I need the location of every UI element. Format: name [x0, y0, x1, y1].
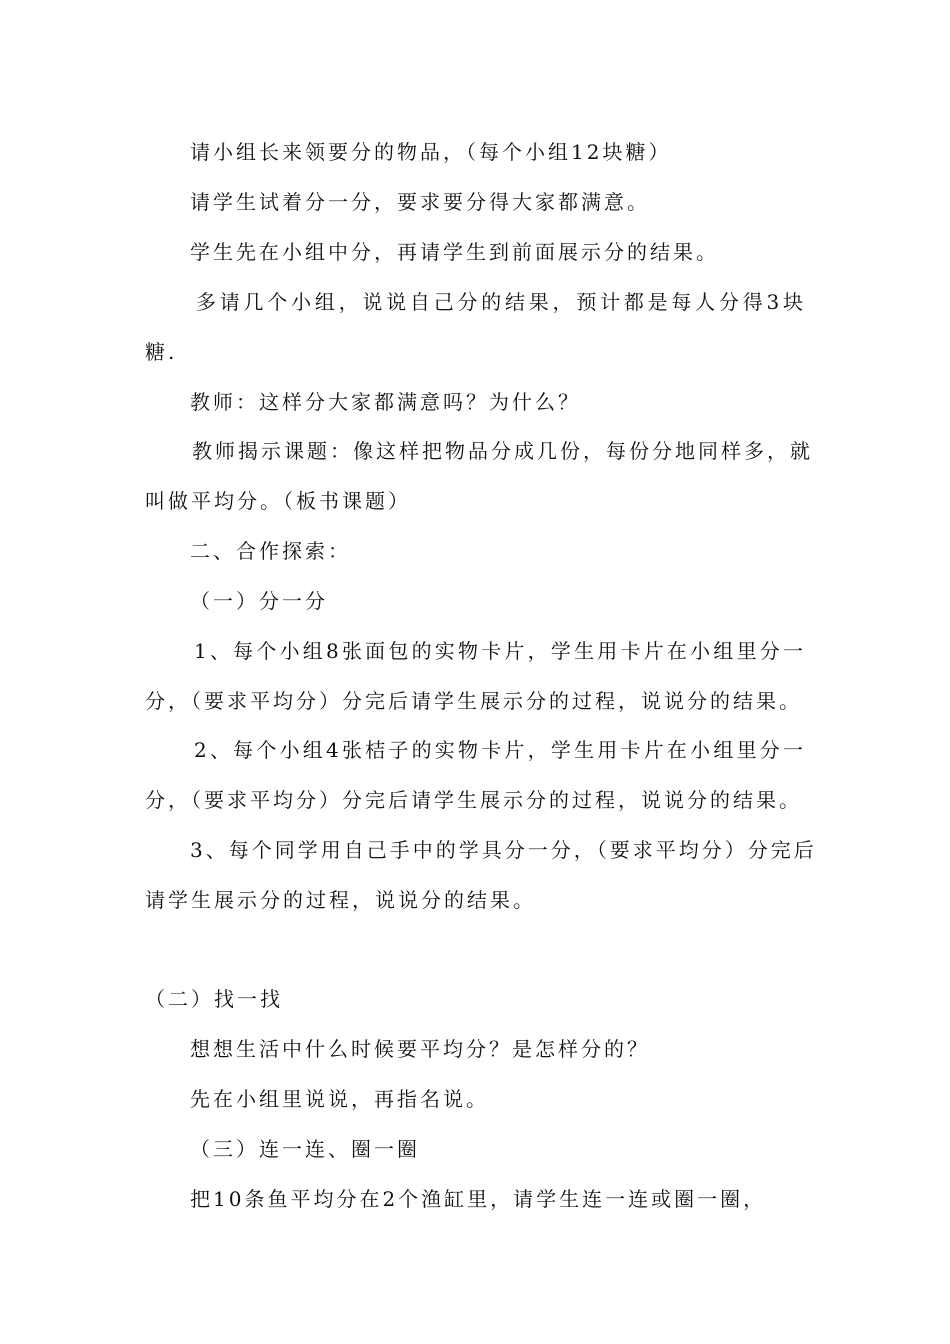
paragraph-line: 学生先在小组中分，再请学生到前面展示分的结果。	[190, 240, 719, 264]
paragraph-line: 分，（要求平均分）分完后请学生展示分的过程，说说分的结果。	[145, 689, 802, 713]
paragraph-line: 把10条鱼平均分在2个渔缸里，请学生连一连或圈一圈，	[190, 1187, 767, 1211]
paragraph-line: 2、每个小组4张桔子的实物卡片，学生用卡片在小组里分一	[194, 738, 806, 762]
paragraph-line: 想想生活中什么时候要平均分？是怎样分的？	[190, 1037, 650, 1061]
paragraph-line: 3、每个同学用自己手中的学具分一分，（要求平均分）分完后	[190, 838, 817, 862]
subsection-heading: （二）找一找	[145, 987, 283, 1011]
paragraph-line: 1、每个小组8张面包的实物卡片，学生用卡片在小组里分一	[194, 639, 806, 663]
paragraph-line: 叫做平均分。（板书课题）	[145, 489, 411, 513]
section-heading: 二、合作探索：	[190, 539, 351, 563]
paragraph-line: 糖.	[145, 340, 178, 364]
subsection-heading: （一）分一分	[190, 589, 328, 613]
paragraph-line: 请学生展示分的过程，说说分的结果。	[145, 888, 536, 912]
subsection-heading: （三）连一连、圈一圈	[190, 1137, 420, 1161]
paragraph-line: 先在小组里说说，再指名说。	[190, 1087, 489, 1111]
paragraph-line: 多请几个小组，说说自己分的结果，预计都是每人分得3块	[196, 290, 806, 314]
paragraph-line: 分，（要求平均分）分完后请学生展示分的过程，说说分的结果。	[145, 788, 802, 812]
paragraph-line: 教师：这样分大家都满意吗？为什么？	[190, 390, 581, 414]
paragraph-line: 教师揭示课题：像这样把物品分成几份，每份分地同样多，就	[192, 439, 813, 463]
paragraph-line: 请小组长来领要分的物品，（每个小组12块糖）	[190, 140, 672, 164]
paragraph-line: 请学生试着分一分，要求要分得大家都满意。	[190, 190, 650, 214]
